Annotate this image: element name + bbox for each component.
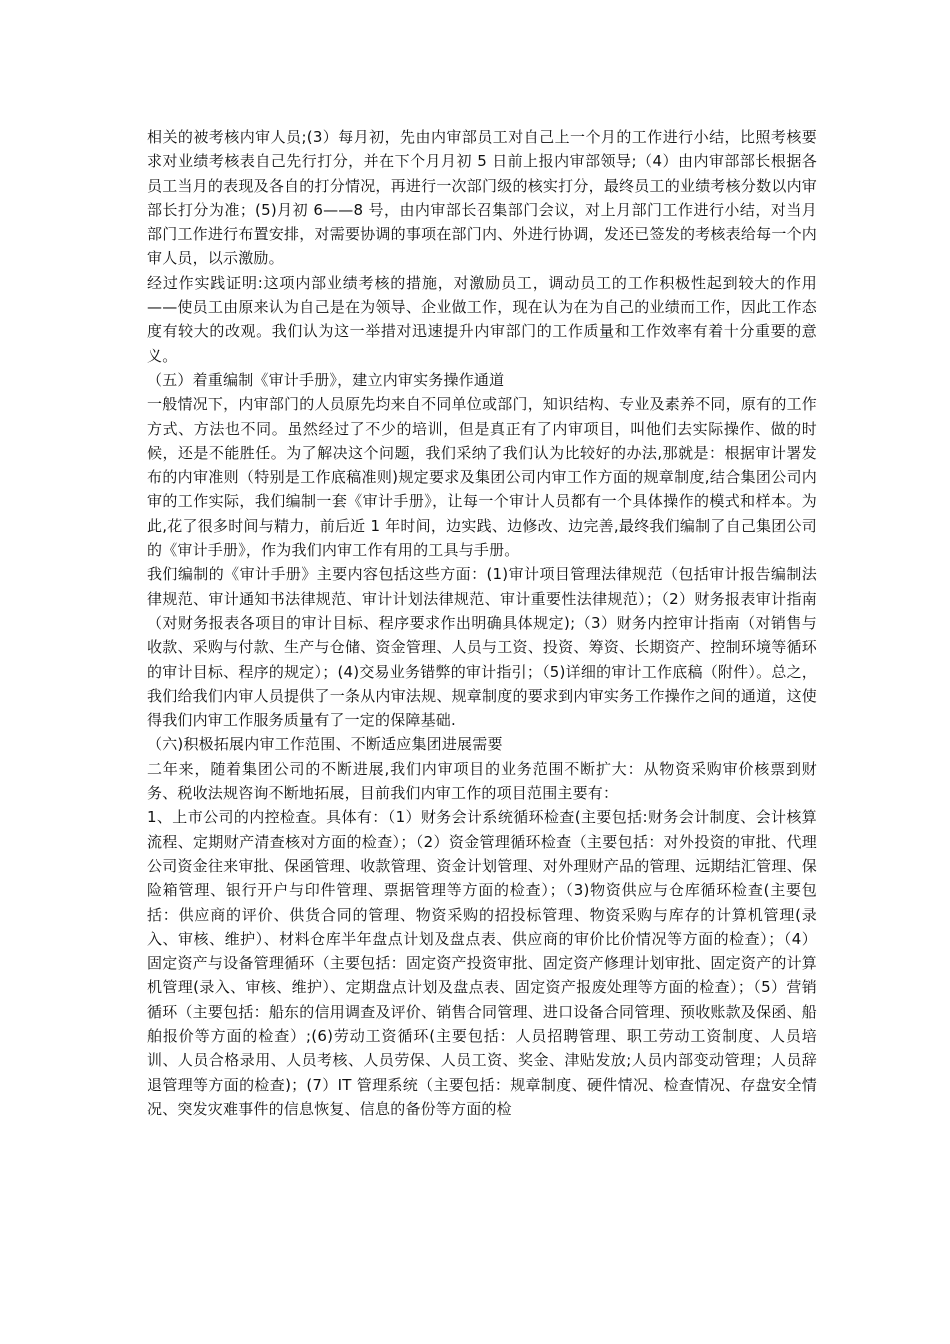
paragraph-manual-background: 一般情况下，内审部门的人员原先均来自不同单位或部门，知识结构、专业及素养不同，原有的工作方式、方法也不同。虽然经过了不少的培训，但是真正有了内审项目，叫他们去实际操作、做的时候，还是不能胜任。为了解决这个问题，我们采纳了我们认为比较好的办法,那就是：根据审计署发布的内审准则（特别是工作底稿准则)规定要求及集团公司内审工作方面的规章制度,结合集团公司内审的工作实际，我们编制一套《审计手册》，让每一个审计人员都有一个具体操作的模式和样本。为此,花了很多时间与精力，前后近 1 年时间，边实践、边修改、边完善,最终我们编制了自己集团公司的《审计手册》，作为我们内审工作有用的工具与手册。 [147,395,817,560]
document-body [147,125,817,1121]
section-heading-expand-scope: （六)积极拓展内审工作范围、不断适应集团进展需要 [147,735,503,754]
section-heading-audit-manual: （五）着重编制《审计手册》，建立内审实务操作通道 [147,370,505,389]
paragraph-manual-contents: 我们编制的《审计手册》主要内容包括这些方面：(1)审计项目管理法律规范（包括审计报告编制法律规范、审计通知书法律规范、审计计划法律规范、审计重要性法律规范）；（2）财务报表审计指南（对财务报表各项目的审计目标、程序要求作出明确具体规定);（3）财务内控审计指南（对销售与收款、采购与付款、生产与仓储、资金管理、人员与工资、投资、筹资、长期资产、控制环境等循环的审计目标、程序的规定）；(4)交易业务错弊的审计指引；（5)详细的审计工作底稿（附件）。总之，我们给我们内审人员提供了一条从内审法规、规章制度的要求到内审实务工作操作之间的通道，这使得我们内审工作服务质量有了一定的保障基础. [147,565,817,730]
paragraph-scope-intro: 二年来，随着集团公司的不断进展,我们内审项目的业务范围不断扩大：从物资采购审价核票到财务、税收法规咨询不断地拓展，目前我们内审工作的项目范围主要有： [147,759,817,803]
paragraph-internal-control-check: 1、上市公司的内控检查。具体有：（1）财务会计系统循环检查(主要包括:财务会计制度、会计核算流程、定期财产清查核对方面的检查）；（2）资金管理循环检查（主要包括：对外投资的审批、代理公司资金往来审批、保函管理、收款管理、资金计划管理、对外理财产品的管理、远期结汇管理、保险箱管理、银行开户与印件管理、票据管理等方面的检查）；（3)物资供应与仓库循环检查(主要包括：供应商的评价、供货合同的管理、物资采购的招投标管理、物资采购与库存的计算机管理(录入、审核、维护）、材料仓库半年盘点计划及盘点表、供应商的审价比价情况等方面的检查）；（4）固定资产与设备管理循环（主要包括：固定资产投资审批、固定资产修理计划审批、固定资产的计算机管理(录入、审核、维护）、定期盘点计划及盘点表、固定资产报废处理等方面的检查）；（5）营销循环（主要包括：船东的信用调查及评价、销售合同管理、进口设备合同管理、预收账款及保函、船舶报价等方面的检查）;(6)劳动工资循环(主要包括：人员招聘管理、职工劳动工资制度、人员培训、人员合格录用、人员考核、人员劳保、人员工资、奖金、津贴发放;人员内部变动管理；人员辞退管理等方面的检查)；(7）IT 管理系统（主要包括：规章制度、硬件情况、检查情况、存盘安全情况、突发灾难事件的信息恢复、信息的备份等方面的检 [147,808,817,1118]
paragraph-practice-proof: 经过作实践证明:这项内部业绩考核的措施，对激励员工，调动员工的工作积极性起到较大的作用——使员工由原来认为自己是在为领导、企业做工作，现在认为在为自己的业绩而工作，因此工作态度有较大的改观。我们认为这一举措对迅速提升内审部门的工作质量和工作效率有着十分重要的意义。 [147,273,817,365]
paragraph-performance-steps: 相关的被考核内审人员;(3）每月初，先由内审部员工对自己上一个月的工作进行小结，比照考核要求对业绩考核表自己先行打分，并在下个月月初 5 日前上报内审部领导;（4）由内审部部长根据各员工当月的表现及各自的打分情况，再进行一次部门级的核实打分，最终员工的业绩考核分数以内审部长打分为准；(5)月初 6——8 号，由内审部长召集部门会议，对上月部门工作进行小结，对当月部门工作进行布置安排，对需要协调的事项在部门内、外进行协调，发还已签发的考核表给每一个内审人员，以示激励。 [147,128,817,268]
